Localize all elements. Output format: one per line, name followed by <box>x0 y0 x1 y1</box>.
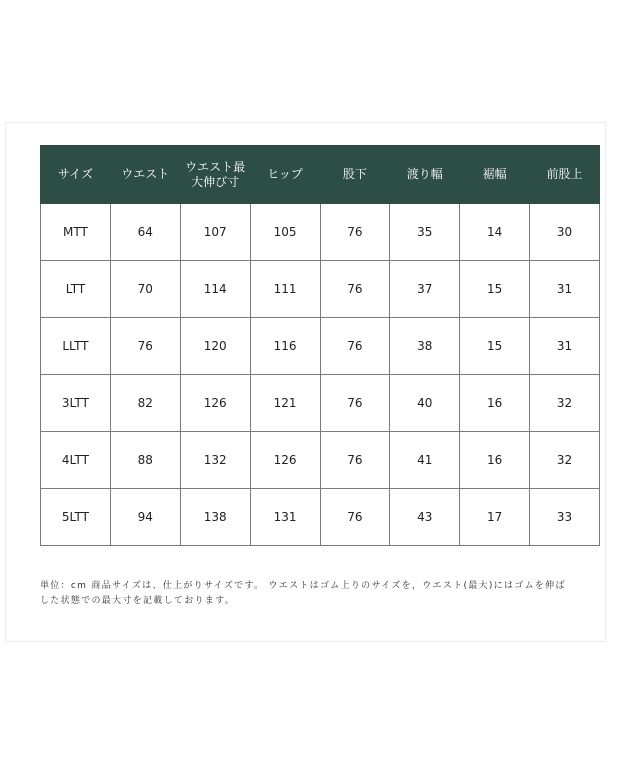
cell-front-rise: 31 <box>530 261 600 318</box>
header-size: サイズ <box>41 146 111 204</box>
cell-waist-max: 126 <box>180 375 250 432</box>
cell-waist-max: 114 <box>180 261 250 318</box>
cell-front-rise: 33 <box>530 489 600 546</box>
header-inseam: 股下 <box>320 146 390 204</box>
header-waist-max <box>180 146 250 204</box>
cell-waist-max: 132 <box>180 432 250 489</box>
cell-waist-max: 107 <box>180 204 250 261</box>
cell-hip: 116 <box>250 318 320 375</box>
table-row <box>41 489 600 546</box>
cell-waist-max: 120 <box>180 318 250 375</box>
cell-size: LTT <box>41 261 111 318</box>
cell-thigh-width: 38 <box>390 318 460 375</box>
size-note-line-2: した状態での最大寸を記載しております。 <box>40 596 235 606</box>
header-waist-max-label: ウエスト最 大伸び寸 <box>185 159 246 189</box>
cell-size: 3LTT <box>41 375 111 432</box>
cell-thigh-width: 35 <box>390 204 460 261</box>
cell-hem-width: 15 <box>460 261 530 318</box>
cell-hem-width: 16 <box>460 375 530 432</box>
cell-hem-width: 14 <box>460 204 530 261</box>
header-front-rise: 前股上 <box>530 146 600 204</box>
header-row <box>41 146 600 204</box>
cell-inseam: 76 <box>320 261 390 318</box>
cell-hem-width: 17 <box>460 489 530 546</box>
cell-waist-max: 138 <box>180 489 250 546</box>
table-row <box>41 204 600 261</box>
cell-waist: 94 <box>110 489 180 546</box>
cell-hip: 111 <box>250 261 320 318</box>
cell-thigh-width: 43 <box>390 489 460 546</box>
size-table <box>40 145 600 546</box>
cell-waist: 88 <box>110 432 180 489</box>
cell-front-rise: 32 <box>530 375 600 432</box>
header-thigh-width: 渡り幅 <box>390 146 460 204</box>
cell-thigh-width: 37 <box>390 261 460 318</box>
cell-thigh-width: 41 <box>390 432 460 489</box>
cell-size: MTT <box>41 204 111 261</box>
cell-hem-width: 15 <box>460 318 530 375</box>
table-row <box>41 375 600 432</box>
table-row <box>41 261 600 318</box>
header-hip: ヒップ <box>250 146 320 204</box>
cell-hip: 126 <box>250 432 320 489</box>
cell-size: LLTT <box>41 318 111 375</box>
cell-hem-width: 16 <box>460 432 530 489</box>
cell-thigh-width: 40 <box>390 375 460 432</box>
size-note-line-1: 単位：cm 商品サイズは、仕上がりサイズです。 ウエストはゴム上りのサイズを，ウエスト(最大)にはゴムを伸ば <box>40 581 566 591</box>
cell-waist: 82 <box>110 375 180 432</box>
size-note <box>40 579 600 609</box>
cell-hip: 105 <box>250 204 320 261</box>
cell-waist: 64 <box>110 204 180 261</box>
cell-waist: 76 <box>110 318 180 375</box>
cell-size: 5LTT <box>41 489 111 546</box>
cell-size: 4LTT <box>41 432 111 489</box>
cell-inseam: 76 <box>320 432 390 489</box>
header-hem-width: 裾幅 <box>460 146 530 204</box>
cell-inseam: 76 <box>320 204 390 261</box>
table-row <box>41 432 600 489</box>
cell-waist: 70 <box>110 261 180 318</box>
cell-front-rise: 30 <box>530 204 600 261</box>
cell-inseam: 76 <box>320 489 390 546</box>
cell-hip: 131 <box>250 489 320 546</box>
cell-inseam: 76 <box>320 318 390 375</box>
header-waist: ウエスト <box>110 146 180 204</box>
cell-front-rise: 32 <box>530 432 600 489</box>
cell-hip: 121 <box>250 375 320 432</box>
table-row <box>41 318 600 375</box>
cell-inseam: 76 <box>320 375 390 432</box>
cell-front-rise: 31 <box>530 318 600 375</box>
